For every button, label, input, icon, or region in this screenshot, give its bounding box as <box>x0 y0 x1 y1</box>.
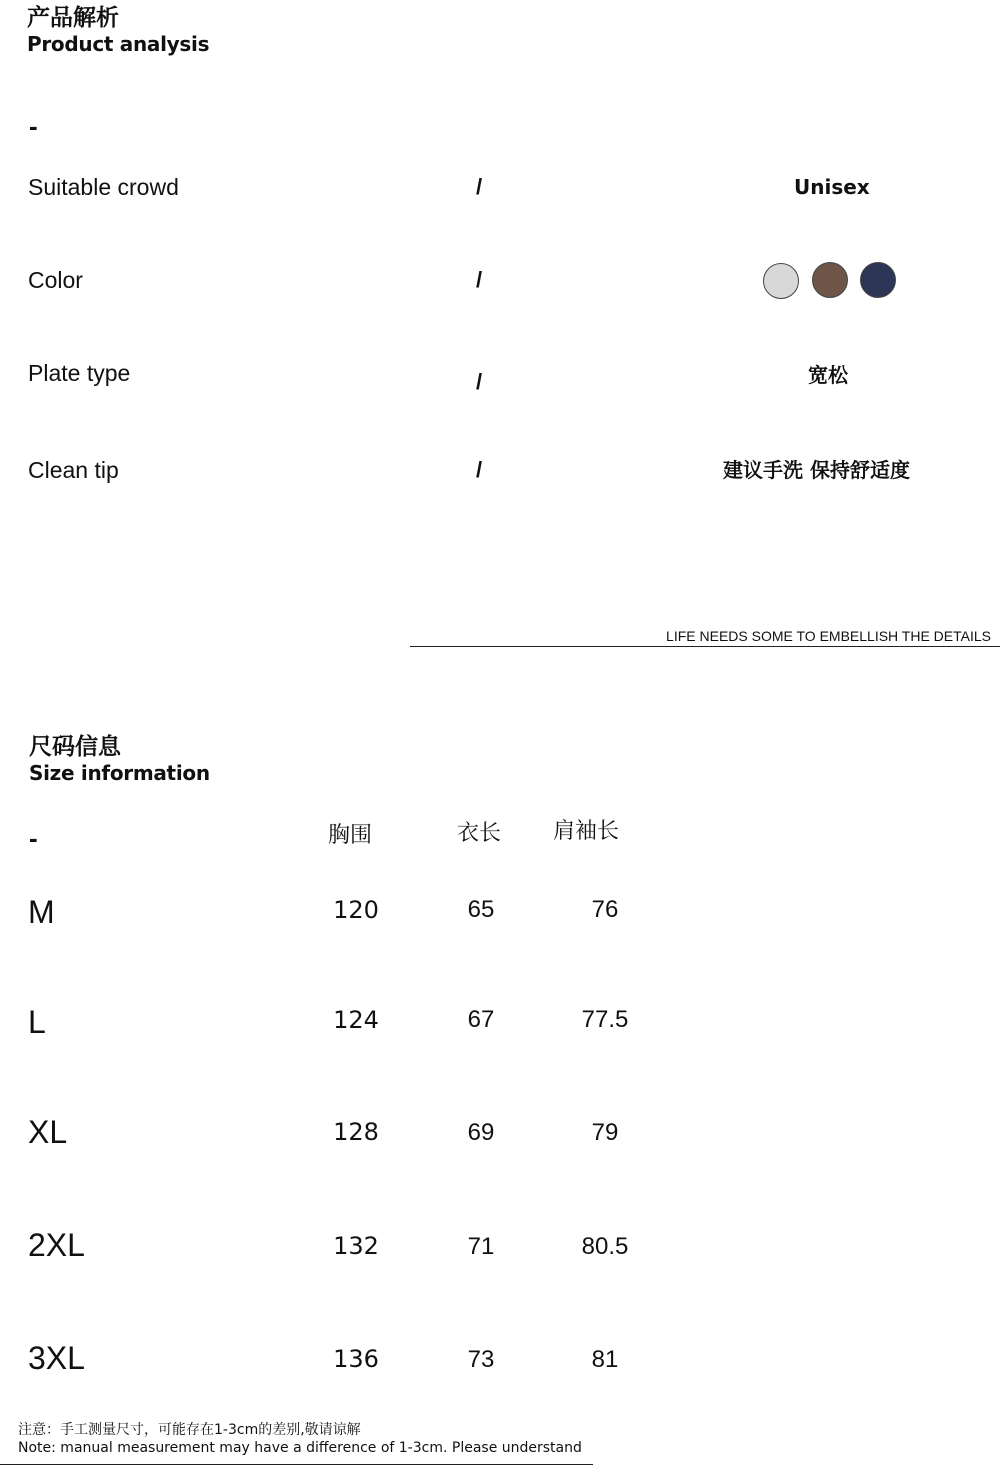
chest-value-m: 120 <box>333 896 379 924</box>
size-label-2xl: 2XL <box>28 1227 85 1263</box>
value-plate-type: 宽松 <box>808 363 848 387</box>
separator-color: / <box>476 267 483 292</box>
sleeve-value-2xl: 80.5 <box>581 1233 629 1260</box>
length-value-2xl: 71 <box>467 1233 495 1260</box>
size-label-xl: XL <box>28 1114 68 1150</box>
size-label-l: L <box>28 1004 46 1040</box>
color-swatch-brown <box>812 262 848 298</box>
sleeve-value-3xl: 81 <box>591 1346 619 1373</box>
length-value-l: 67 <box>467 1006 495 1033</box>
product-title-en: Product analysis <box>27 32 210 56</box>
chest-value-xl: 128 <box>333 1118 379 1146</box>
product-title-cn: 产品解析 <box>27 5 119 31</box>
length-value-xl: 69 <box>467 1119 495 1146</box>
size-label-m: M <box>28 894 55 930</box>
size-title-cn: 尺码信息 <box>29 734 121 760</box>
value-suitable-crowd: Unisex <box>794 175 870 199</box>
sleeve-value-xl: 79 <box>591 1119 619 1146</box>
size-label-3xl: 3XL <box>28 1340 85 1376</box>
separator-suitable-crowd: / <box>476 174 483 199</box>
tagline-divider <box>410 646 1000 647</box>
sleeve-value-m: 76 <box>591 896 619 923</box>
chest-value-3xl: 136 <box>333 1345 379 1373</box>
column-header-length: 衣长 <box>457 821 502 846</box>
note-en: Note: manual measurement may have a difference of 1-3cm. Please understand <box>18 1440 582 1456</box>
label-color: Color <box>28 267 83 293</box>
sleeve-value-l: 77.5 <box>581 1006 629 1033</box>
column-header-chest: 胸围 <box>328 823 373 848</box>
size-title-en: Size information <box>29 761 210 785</box>
separator-clean-tip: / <box>476 457 483 482</box>
column-header-sleeve: 肩袖长 <box>553 819 620 844</box>
color-swatch-light-gray <box>763 263 799 299</box>
label-plate-type: Plate type <box>28 360 131 386</box>
separator-plate-type: / <box>476 369 483 394</box>
product-dash: - <box>29 111 38 141</box>
note-cn: 注意：手工测量尺寸，可能存在1-3cm的差别,敬请谅解 <box>18 1422 361 1438</box>
length-value-3xl: 73 <box>467 1346 495 1373</box>
note-divider <box>0 1464 593 1465</box>
label-clean-tip: Clean tip <box>28 457 119 483</box>
length-value-m: 65 <box>467 896 495 923</box>
chest-value-l: 124 <box>333 1006 379 1034</box>
label-suitable-crowd: Suitable crowd <box>28 174 179 200</box>
value-clean-tip: 建议手洗 保持舒适度 <box>723 458 910 482</box>
size-dash: - <box>29 823 38 853</box>
chest-value-2xl: 132 <box>333 1232 379 1260</box>
tagline: LIFE NEEDS SOME TO EMBELLISH THE DETAILS <box>666 628 991 644</box>
color-swatch-navy <box>860 262 896 298</box>
